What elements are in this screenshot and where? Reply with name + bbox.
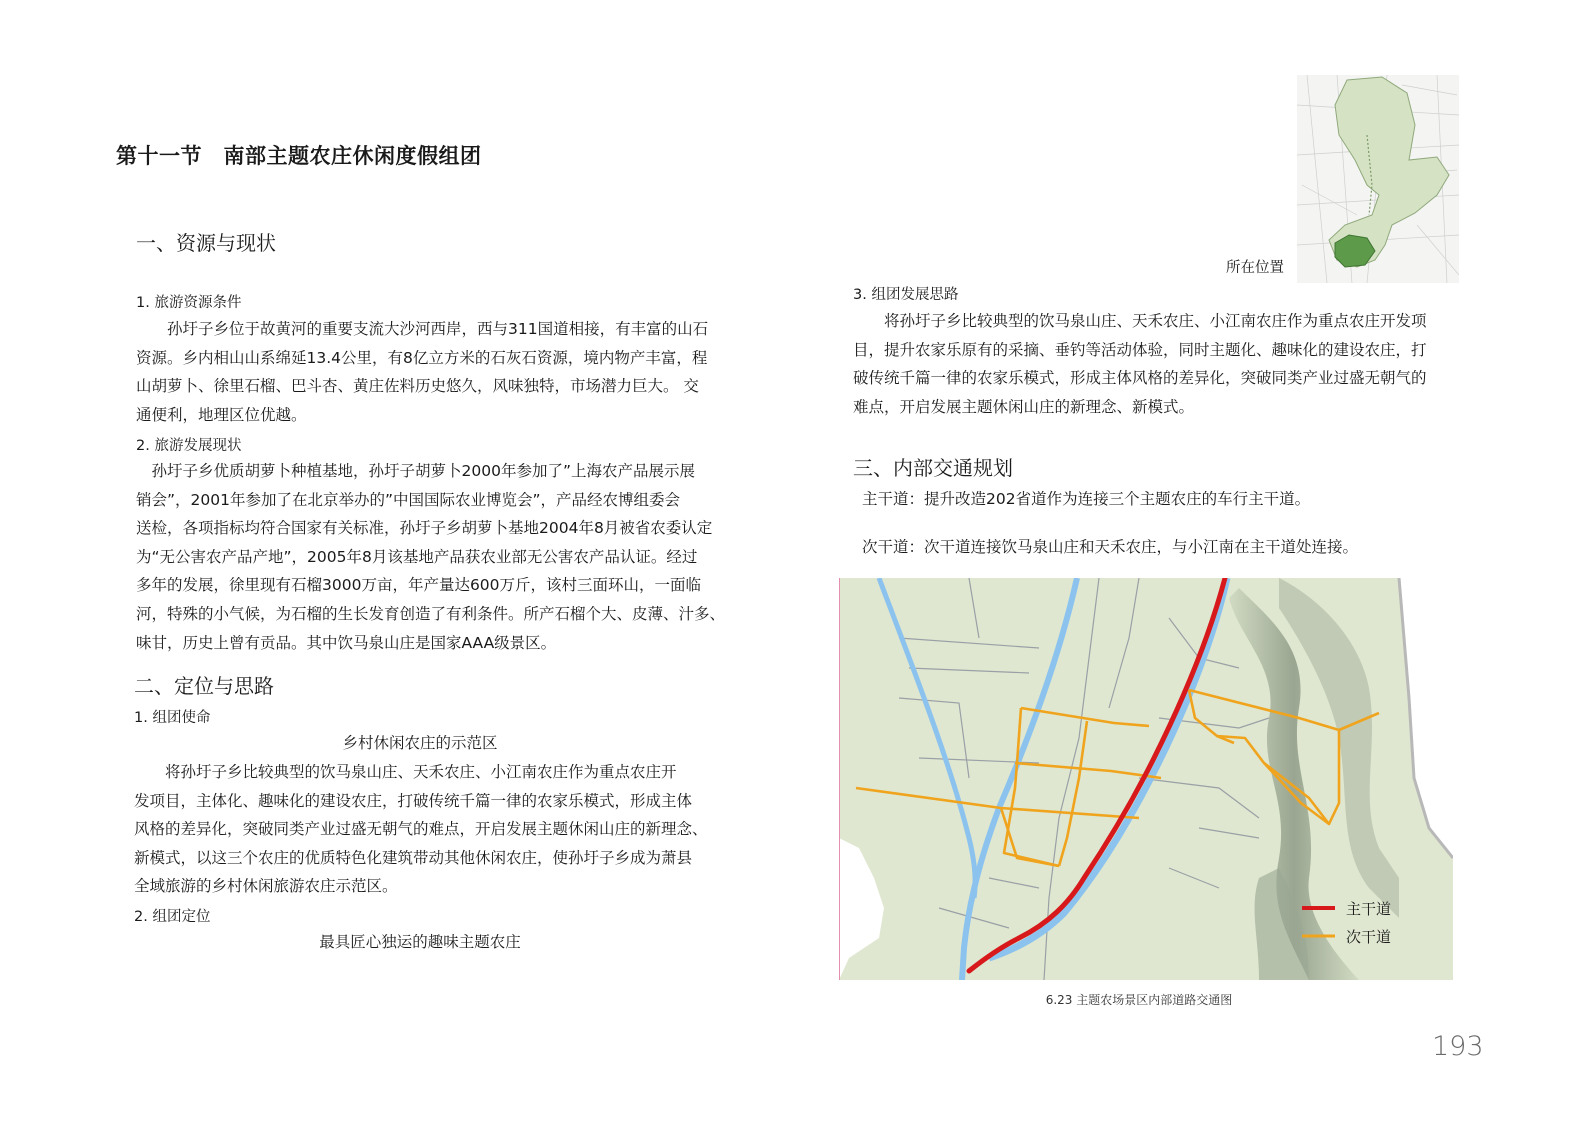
mission-slogan: 乡村休闲农庄的示范区 — [342, 734, 498, 752]
text-line: 破传统千篇一律的农家乐模式，形成主体风格的差异化，突破同类产业过盛无朝气的 — [853, 369, 1427, 388]
page-number: 193 — [1432, 1031, 1484, 1062]
positioning-slogan: 最具匠心独运的趣味主题农庄 — [319, 933, 521, 951]
text-line: 为“无公害农产品产地”，2005年8月该基地产品获农业部无公害农产品认证。经过 — [136, 547, 698, 566]
text-line: 多年的发展，徐里现有石榴3000万亩，年产量达600万斤，该村三面环山，一面临 — [136, 576, 702, 595]
road-map — [839, 578, 1453, 980]
text-line: 全域旅游的乡村休闲旅游农庄示范区。 — [134, 877, 398, 896]
legend-secondary-label: 次干道 — [1346, 928, 1392, 946]
paragraph-tourism-status — [136, 457, 746, 657]
text-line: 山胡萝卜、徐里石榴、巴斗杏、黄庄佐料历史悠久，风味独特，市场潜力巨大。 交 — [136, 377, 699, 396]
location-map — [1297, 75, 1459, 283]
text-line: 新模式，以这三个农庄的优质特色化建筑带动其他休闲农庄，使孙圩子乡成为萧县 — [134, 848, 693, 867]
text-line: 将孙圩子乡比较典型的饮马泉山庄、天禾农庄、小江南农庄作为重点农庄开 — [134, 763, 677, 781]
subheading-positioning: 2. 组团定位 — [134, 909, 211, 925]
text-line: 送检，各项指标均符合国家有关标准，孙圩子乡胡萝卜基地2004年8月被省农委认定 — [136, 519, 713, 538]
paragraph-development-idea — [853, 307, 1463, 421]
main-road-text: 主干道：提升改造202省道作为连接三个主题农庄的车行主干道。 — [862, 490, 1311, 508]
paragraph-mission — [134, 758, 734, 901]
subheading-development-idea: 3. 组团发展思路 — [853, 287, 959, 303]
heading-traffic: 三、内部交通规划 — [853, 456, 1013, 480]
heading-resources: 一、资源与现状 — [136, 231, 276, 255]
text-line: 难点，开启发展主题休闲山庄的新理念、新模式。 — [853, 397, 1195, 416]
map-caption: 6.23 主题农场景区内部道路交通图 — [1045, 993, 1233, 1007]
location-label: 所在位置 — [1226, 260, 1284, 276]
text-line: 销会”，2001年参加了在北京举办的”中国国际农业博览会”，产品经农博组委会 — [136, 490, 681, 509]
text-line: 将孙圩子乡比较典型的饮马泉山庄、天禾农庄、小江南农庄作为重点农庄开发项 — [853, 312, 1427, 330]
map-left-border — [839, 578, 840, 980]
text-line: 通便利，地理区位优越。 — [136, 405, 307, 424]
subheading-mission: 1. 组团使命 — [134, 710, 211, 726]
text-line: 目，提升农家乐原有的采摘、垂钓等活动体验，同时主题化、趣味化的建设农庄，打 — [853, 340, 1427, 359]
section-title: 第十一节 南部主题农庄休闲度假组团 — [116, 144, 482, 168]
text-line: 风格的差异化，突破同类产业过盛无朝气的难点，开启发展主题休闲山庄的新理念、 — [134, 820, 708, 839]
subheading-tourism-resources: 1. 旅游资源条件 — [136, 295, 242, 311]
paragraph-tourism-resources — [136, 315, 736, 429]
text-line: 发项目，主体化、趣味化的建设农庄，打破传统千篇一律的农家乐模式，形成主体 — [134, 791, 693, 810]
text-line: 河，特殊的小气候，为石榴的生长发育创造了有利条件。所产石榴个大、皮薄、汁多、 — [136, 604, 726, 623]
heading-positioning: 二、定位与思路 — [134, 674, 274, 698]
text-line: 孙圩子乡优质胡萝卜种植基地，孙圩子胡萝卜2000年参加了”上海农产品展示展 — [136, 462, 695, 480]
text-line: 孙圩子乡位于故黄河的重要支流大沙河西岸，西与311国道相接，有丰富的山石 — [136, 320, 709, 338]
secondary-road-text: 次干道：次干道连接饮马泉山庄和天禾农庄，与小江南在主干道处连接。 — [862, 538, 1359, 556]
text-line: 味甘，历史上曾有贡品。其中饮马泉山庄是国家AAA级景区。 — [136, 633, 557, 652]
subheading-tourism-status: 2. 旅游发展现状 — [136, 438, 242, 454]
text-line: 资源。乡内相山山系绵延13.4公里，有8亿立方米的石灰石资源，境内物产丰富，程 — [136, 348, 708, 367]
legend-main-label: 主干道 — [1346, 900, 1392, 918]
